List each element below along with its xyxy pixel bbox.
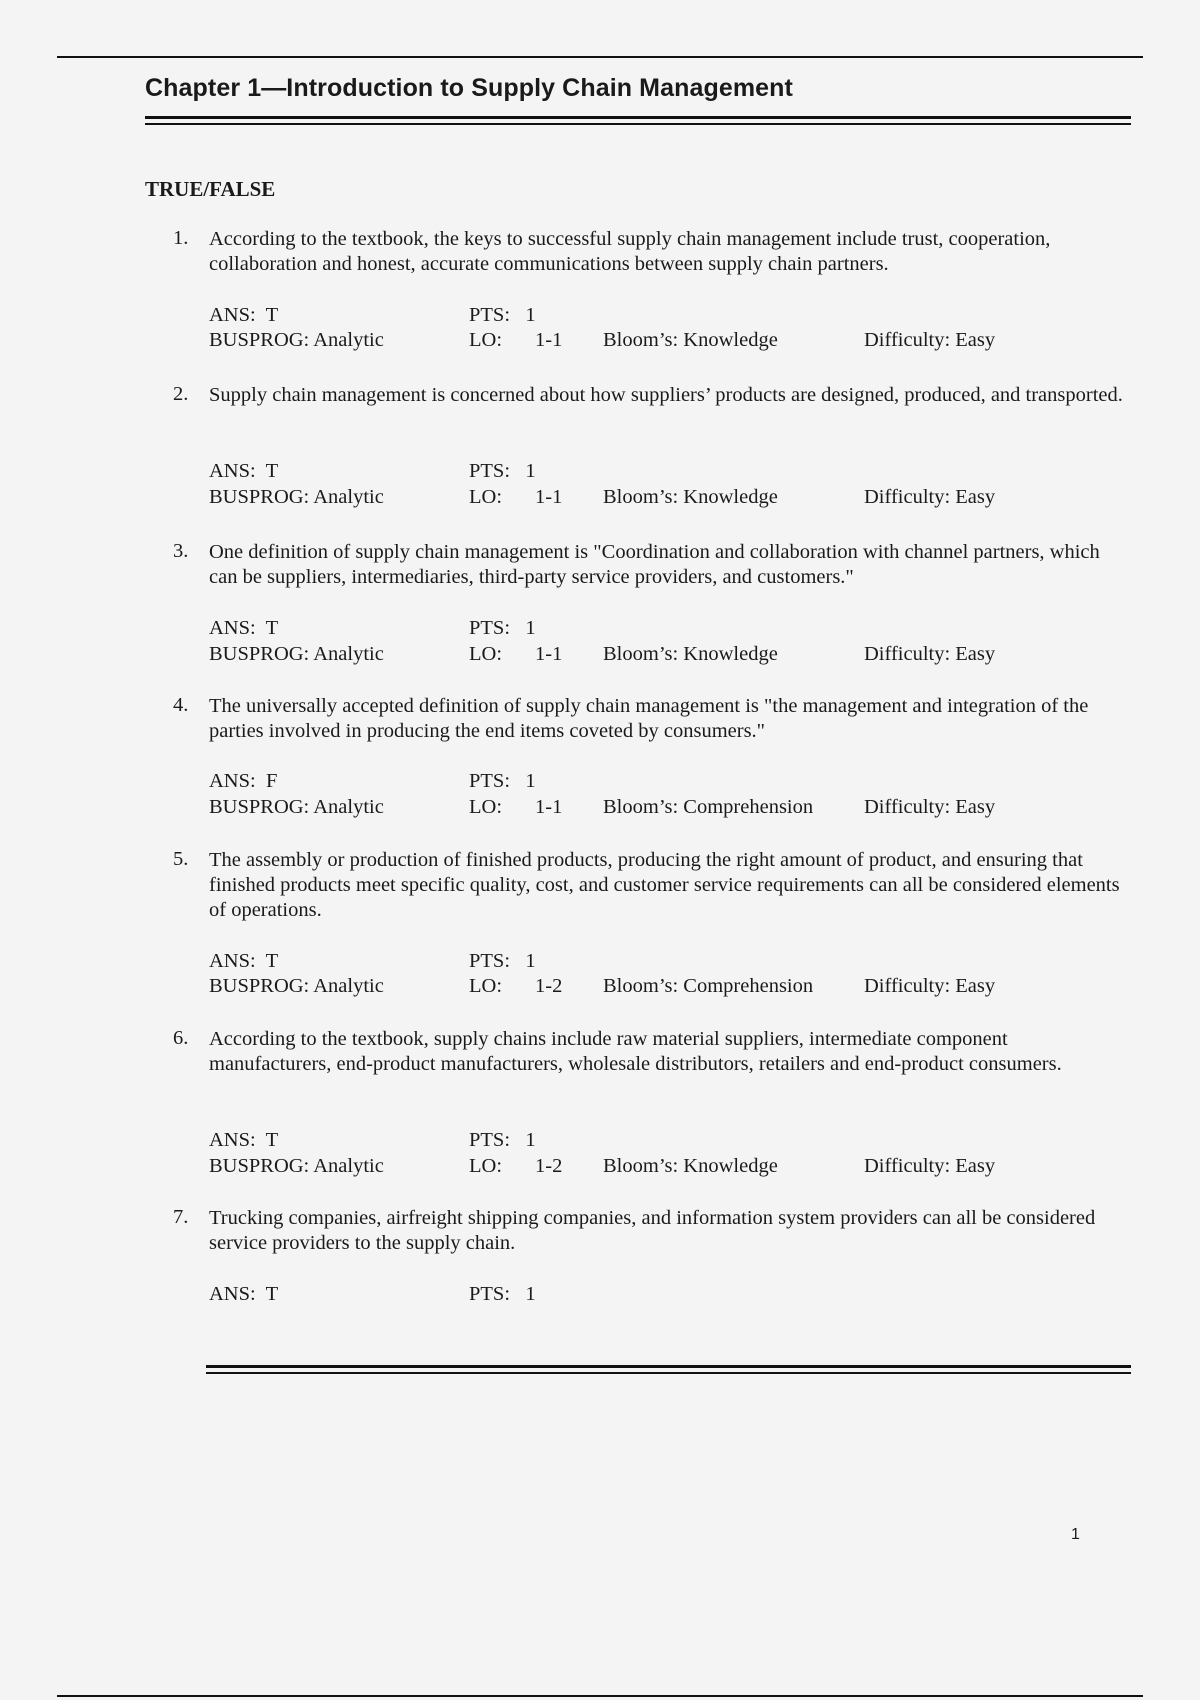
lo-label: LO: (469, 643, 503, 665)
answer-value: ANS: T (209, 1129, 279, 1151)
bloom-value: Bloom’s: Knowledge (603, 486, 778, 508)
lo-value: 1-2 (535, 975, 563, 997)
chapter-title: Chapter 1—Introduction to Supply Chain Management (145, 74, 793, 102)
question-number: 2. (173, 383, 189, 405)
points-value: PTS: 1 (469, 950, 536, 972)
lo-label: LO: (469, 796, 503, 818)
answer-value: ANS: T (209, 950, 279, 972)
footer-double-rule (206, 1365, 1131, 1374)
lo-label: LO: (469, 329, 503, 351)
question-number: 5. (173, 848, 189, 870)
answer-value: ANS: T (209, 460, 279, 482)
question-text: According to the textbook, supply chains include raw material suppliers, intermediate component manufacturers, end-product manufacturers, wholesale distributors, retailers and end-product consumers. (209, 1028, 1062, 1075)
busprog-value: BUSPROG: Analytic (209, 796, 384, 818)
bloom-value: Bloom’s: Knowledge (603, 643, 778, 665)
question-text: The assembly or production of finished products, producing the right amount of product, and ensuring that finished products meet specific quality, cost, and customer service requirements can all be considered elements of operations. (209, 849, 1120, 921)
question-number: 4. (173, 694, 189, 716)
lo-label: LO: (469, 1155, 503, 1177)
header-double-rule (145, 116, 1131, 125)
bottom-rule (57, 1695, 1143, 1697)
points-value: PTS: 1 (469, 1283, 536, 1305)
busprog-value: BUSPROG: Analytic (209, 329, 384, 351)
lo-value: 1-1 (535, 486, 563, 508)
question-text: The universally accepted definition of supply chain management is "the management and integration of the parties involved in producing the end items coveted by consumers." (209, 695, 1089, 742)
answer-value: ANS: T (209, 1283, 279, 1305)
lo-value: 1-1 (535, 796, 563, 818)
question-number: 3. (173, 540, 189, 562)
answer-value: ANS: T (209, 304, 279, 326)
busprog-value: BUSPROG: Analytic (209, 975, 384, 997)
question-text: One definition of supply chain management is "Coordination and collaboration with channel partners, which can be suppliers, intermediaries, third-party service providers, and customers." (209, 541, 1100, 588)
points-value: PTS: 1 (469, 617, 536, 639)
busprog-value: BUSPROG: Analytic (209, 486, 384, 508)
question-number: 1. (173, 227, 189, 249)
busprog-value: BUSPROG: Analytic (209, 1155, 384, 1177)
answer-value: ANS: F (209, 770, 278, 792)
difficulty-value: Difficulty: Easy (864, 486, 996, 508)
points-value: PTS: 1 (469, 1129, 536, 1151)
difficulty-value: Difficulty: Easy (864, 329, 996, 351)
busprog-value: BUSPROG: Analytic (209, 643, 384, 665)
difficulty-value: Difficulty: Easy (864, 975, 996, 997)
points-value: PTS: 1 (469, 460, 536, 482)
bloom-value: Bloom’s: Knowledge (603, 329, 778, 351)
points-value: PTS: 1 (469, 770, 536, 792)
question-text: Supply chain management is concerned about how suppliers’ products are designed, produced, and transported. (209, 384, 1123, 406)
difficulty-value: Difficulty: Easy (864, 643, 996, 665)
bloom-value: Bloom’s: Comprehension (603, 975, 814, 997)
lo-value: 1-1 (535, 643, 563, 665)
lo-value: 1-1 (535, 329, 563, 351)
answer-value: ANS: T (209, 617, 279, 639)
lo-value: 1-2 (535, 1155, 563, 1177)
bloom-value: Bloom’s: Knowledge (603, 1155, 778, 1177)
question-text: Trucking companies, airfreight shipping companies, and information system providers can all be considered service providers to the supply chain. (209, 1207, 1096, 1254)
difficulty-value: Difficulty: Easy (864, 1155, 996, 1177)
bloom-value: Bloom’s: Comprehension (603, 796, 814, 818)
question-number: 6. (173, 1027, 189, 1049)
lo-label: LO: (469, 975, 503, 997)
question-text: According to the textbook, the keys to successful supply chain management include trust, cooperation, collaboration and honest, accurate communications between supply chain partners. (209, 228, 1051, 275)
lo-label: LO: (469, 486, 503, 508)
question-number: 7. (173, 1206, 189, 1228)
points-value: PTS: 1 (469, 304, 536, 326)
section-heading: TRUE/FALSE (145, 177, 276, 201)
top-rule (57, 56, 1143, 58)
page-number: 1 (1071, 1526, 1080, 1543)
difficulty-value: Difficulty: Easy (864, 796, 996, 818)
